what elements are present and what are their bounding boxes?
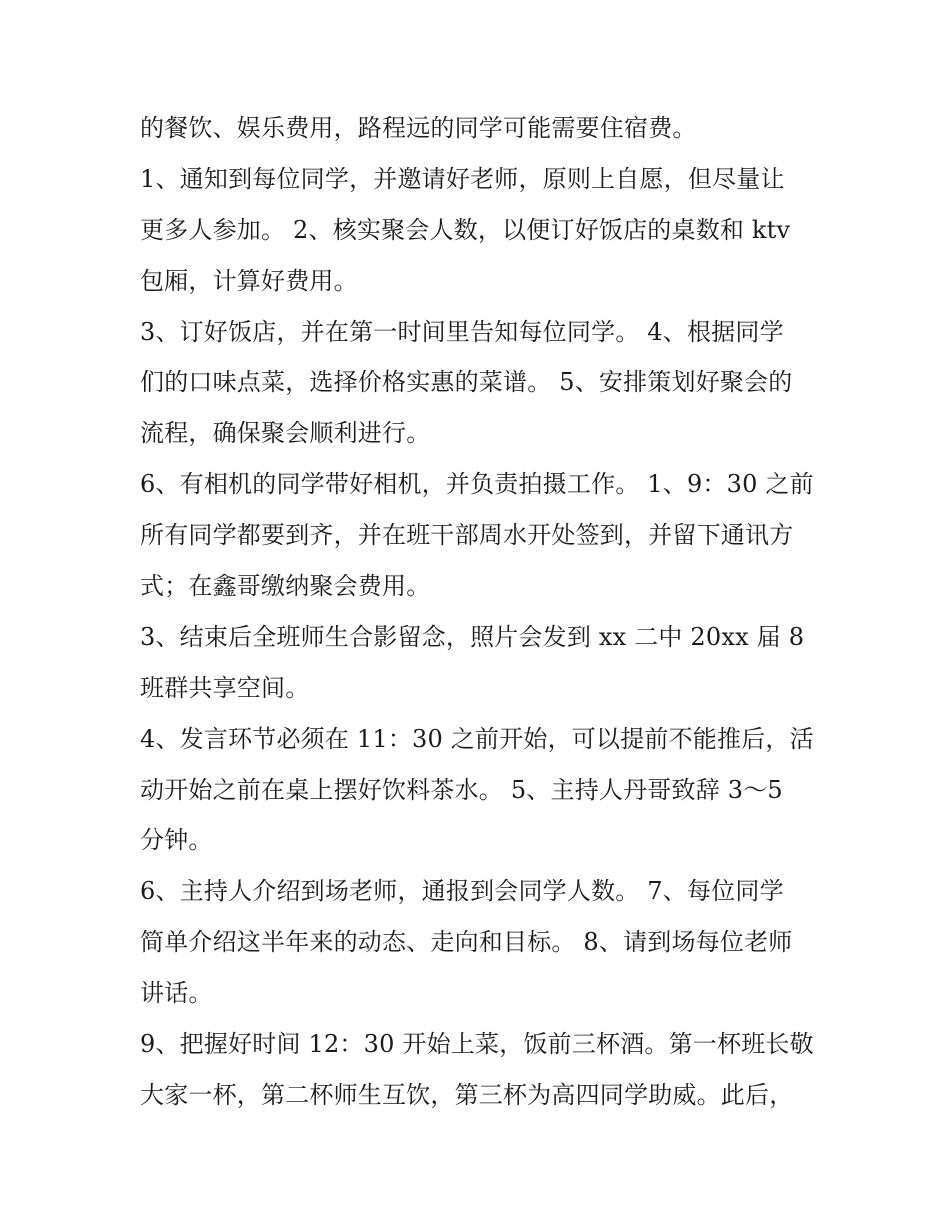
text-line: 大家一杯，第二杯师生互饮，第三杯为高四同学助威。此后，: [140, 1080, 794, 1109]
text-line: 6、主持人介绍到场老师，通报到会同学人数。 7、每位同学: [140, 877, 784, 906]
text-line: 3、结束后全班师生合影留念，照片会发到 xx 二中 20xx 届 8: [140, 622, 805, 651]
text-line: 更多人参加。 2、核实聚会人数，以便订好饭店的桌数和 ktv: [140, 215, 791, 244]
text-line: 分钟。: [140, 826, 213, 855]
text-line: 简单介绍这半年来的动态、走向和目标。 8、请到场每位老师: [140, 928, 793, 957]
text-line: 讲话。: [140, 979, 213, 1008]
text-line: 6、有相机的同学带好相机，并负责拍摄工作。 1、9：30 之前: [140, 470, 814, 499]
document-body: [140, 103, 820, 1121]
text-line: 们的口味点菜，选择价格实惠的菜谱。 5、安排策划好聚会的: [140, 368, 793, 397]
text-line: 的餐饮、娱乐费用，路程远的同学可能需要住宿费。: [140, 114, 697, 142]
text-line: 式；在鑫哥缴纳聚会费用。: [140, 572, 431, 601]
text-line: 所有同学都要到齐，并在班干部周水开处签到，并留下通讯方: [140, 521, 794, 550]
text-line: 班群共享空间。: [140, 673, 310, 702]
text-line: 9、把握好时间 12：30 开始上菜，饭前三杯酒。第一杯班长敬: [140, 1030, 814, 1059]
text-line: 包厢，计算好费用。: [140, 266, 358, 295]
text-line: 4、发言环节必须在 11：30 之前开始，可以提前不能推后，活: [140, 724, 814, 753]
text-line: 动开始之前在桌上摆好饮料茶水。 5、主持人丹哥致辞 3～5: [140, 775, 783, 804]
text-line: 流程，确保聚会顺利进行。: [140, 419, 431, 448]
text-line: 1、通知到每位同学，并邀请好老师，原则上自愿，但尽量让: [140, 164, 785, 193]
text-line: 3、订好饭店，并在第一时间里告知每位同学。 4、根据同学: [140, 317, 784, 346]
